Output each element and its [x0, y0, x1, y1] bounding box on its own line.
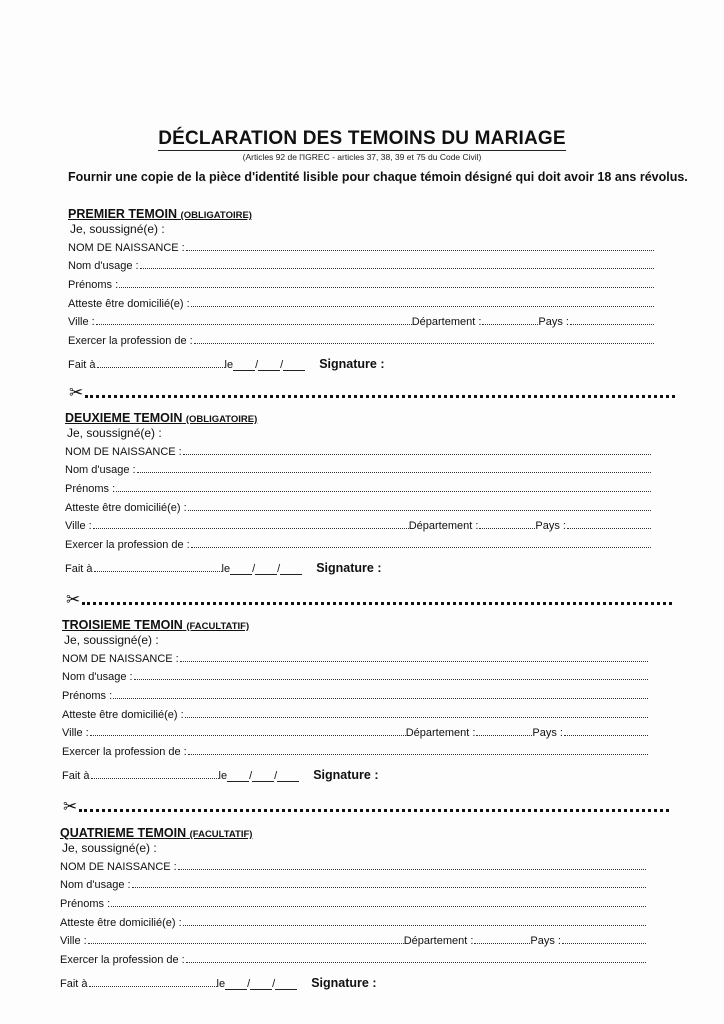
witness-title: QUATRIEME TEMOIN — [60, 826, 187, 840]
department-label: Département : — [405, 727, 476, 740]
date-label: le — [221, 563, 231, 576]
made-at-field[interactable] — [91, 778, 219, 779]
first-names-field[interactable] — [119, 287, 654, 288]
first-names-row — [68, 272, 654, 291]
profession-field[interactable] — [194, 343, 654, 344]
scissors-icon: ✂ — [66, 590, 81, 609]
cut-line — [66, 590, 672, 608]
made-at-row — [60, 968, 646, 990]
usage-name-field[interactable] — [137, 472, 651, 473]
domicile-label: Atteste être domicilié(e) : — [65, 501, 187, 514]
city-row — [68, 310, 654, 329]
dotted-cut-line — [82, 602, 672, 605]
first-names-label: Prénoms : — [65, 483, 116, 496]
date-separator: / — [277, 563, 281, 576]
department-field[interactable] — [476, 735, 532, 736]
date-separator: / — [247, 978, 251, 991]
date-label: le — [216, 978, 226, 991]
usage-name-row — [68, 254, 654, 273]
date-year-field[interactable] — [283, 359, 305, 371]
witness-section — [68, 207, 654, 371]
birth-name-label: NOM DE NAISSANCE : — [60, 860, 177, 873]
usage-name-field[interactable] — [140, 268, 654, 269]
city-field[interactable] — [88, 943, 404, 944]
date-year-field[interactable] — [275, 978, 297, 990]
birth-name-row — [60, 854, 646, 873]
usage-name-label: Nom d'usage : — [62, 671, 133, 684]
made-at-label: Fait à — [62, 770, 90, 783]
profession-row — [62, 739, 648, 758]
city-label: Ville : — [65, 520, 92, 533]
made-at-label: Fait à — [60, 978, 88, 991]
domicile-row — [65, 495, 651, 514]
usage-name-label: Nom d'usage : — [65, 464, 136, 477]
date-day-field[interactable] — [227, 770, 249, 782]
first-names-label: Prénoms : — [68, 279, 119, 292]
undersigned-label: Je, soussigné(e) : — [70, 222, 165, 236]
department-field[interactable] — [474, 943, 530, 944]
made-at-field[interactable] — [94, 571, 222, 572]
domicile-field[interactable] — [188, 510, 651, 511]
profession-row — [68, 328, 654, 347]
date-year-field[interactable] — [277, 770, 299, 782]
profession-field[interactable] — [188, 754, 648, 755]
made-at-row — [62, 760, 648, 782]
date-separator: / — [249, 770, 253, 783]
witness-title: DEUXIEME TEMOIN — [65, 411, 183, 425]
witness-section — [62, 618, 648, 782]
profession-label: Exercer la profession de : — [60, 954, 185, 967]
birth-name-row — [68, 235, 654, 254]
cut-line — [69, 383, 675, 401]
profession-label: Exercer la profession de : — [65, 539, 190, 552]
domicile-field[interactable] — [185, 717, 648, 718]
witness-heading — [60, 826, 646, 841]
country-field[interactable] — [564, 735, 648, 736]
city-row — [60, 929, 646, 948]
usage-name-label: Nom d'usage : — [60, 879, 131, 892]
first-names-row — [65, 476, 651, 495]
birth-name-label: NOM DE NAISSANCE : — [62, 652, 179, 665]
first-names-label: Prénoms : — [62, 690, 113, 703]
witness-status: (FACULTATIF) — [186, 621, 250, 632]
country-label: Pays : — [535, 520, 566, 533]
date-separator: / — [255, 359, 259, 372]
witness-status: (FACULTATIF) — [189, 829, 253, 840]
date-day-field[interactable] — [233, 359, 255, 371]
birth-name-label: NOM DE NAISSANCE : — [68, 241, 185, 254]
witness-title: TROISIEME TEMOIN — [62, 618, 183, 632]
domicile-label: Atteste être domicilié(e) : — [60, 916, 182, 929]
undersigned-label: Je, soussigné(e) : — [67, 426, 162, 440]
witness-title: PREMIER TEMOIN — [68, 207, 178, 221]
city-label: Ville : — [68, 316, 95, 329]
date-month-field[interactable] — [252, 770, 274, 782]
usage-name-row — [65, 458, 651, 477]
city-label: Ville : — [62, 727, 89, 740]
usage-name-row — [62, 665, 648, 684]
first-names-field[interactable] — [116, 491, 651, 492]
undersigned-label: Je, soussigné(e) : — [62, 841, 157, 855]
legal-reference: (Articles 92 de l'IGREC - articles 37, 38, 39 et 75 du Code Civil) — [242, 152, 482, 162]
profession-label: Exercer la profession de : — [68, 335, 193, 348]
birth-name-field[interactable] — [178, 869, 646, 870]
country-field[interactable] — [570, 324, 654, 325]
department-field[interactable] — [482, 324, 538, 325]
birth-name-field[interactable] — [186, 250, 654, 251]
domicile-label: Atteste être domicilié(e) : — [62, 708, 184, 721]
witness-status: (OBLIGATOIRE) — [185, 414, 258, 425]
department-label: Département : — [411, 316, 482, 329]
made-at-row — [65, 553, 651, 575]
made-at-field[interactable] — [89, 986, 217, 987]
witness-heading — [62, 618, 648, 633]
country-field[interactable] — [567, 528, 651, 529]
instruction-text: Fournir une copie de la pièce d'identité lisible pour chaque témoin désigné qui doit avoir 18 ans révolus. — [68, 170, 688, 184]
domicile-row — [68, 291, 654, 310]
witness-section — [60, 826, 646, 990]
date-separator: / — [280, 359, 284, 372]
usage-name-field[interactable] — [132, 887, 646, 888]
signature-label: Signature : — [319, 357, 385, 372]
country-field[interactable] — [562, 943, 646, 944]
signature-label: Signature : — [311, 976, 377, 991]
first-names-field[interactable] — [111, 906, 646, 907]
date-separator: / — [252, 563, 256, 576]
signature-label: Signature : — [316, 561, 382, 576]
profession-field[interactable] — [186, 962, 646, 963]
document-title: DÉCLARATION DES TEMOINS DU MARIAGE — [158, 128, 566, 149]
first-names-row — [62, 683, 648, 702]
undersigned-label: Je, soussigné(e) : — [64, 633, 159, 647]
cut-line — [63, 797, 669, 815]
date-year-field[interactable] — [280, 563, 302, 575]
domicile-field[interactable] — [183, 925, 646, 926]
date-label: le — [218, 770, 228, 783]
made-at-label: Fait à — [68, 359, 96, 372]
department-field[interactable] — [479, 528, 535, 529]
scissors-icon: ✂ — [69, 383, 84, 402]
profession-row — [65, 532, 651, 551]
usage-name-row — [60, 873, 646, 892]
department-label: Département : — [408, 520, 479, 533]
birth-name-row — [65, 439, 651, 458]
witness-heading — [65, 411, 651, 426]
made-at-field[interactable] — [97, 367, 225, 368]
first-names-row — [60, 891, 646, 910]
date-month-field[interactable] — [258, 359, 280, 371]
witness-status: (OBLIGATOIRE) — [180, 210, 252, 221]
date-separator: / — [272, 978, 276, 991]
usage-name-field[interactable] — [134, 679, 648, 680]
department-label: Département : — [403, 935, 474, 948]
birth-name-field[interactable] — [180, 661, 648, 662]
witness-heading — [68, 207, 654, 222]
profession-row — [60, 947, 646, 966]
country-label: Pays : — [538, 316, 569, 329]
first-names-label: Prénoms : — [60, 898, 111, 911]
profession-field[interactable] — [191, 547, 651, 548]
city-row — [62, 721, 648, 740]
date-separator: / — [274, 770, 278, 783]
city-field[interactable] — [93, 528, 409, 529]
date-label: le — [224, 359, 234, 372]
city-label: Ville : — [60, 935, 87, 948]
city-field[interactable] — [96, 324, 412, 325]
birth-name-row — [62, 646, 648, 665]
domicile-label: Atteste être domicilié(e) : — [68, 297, 190, 310]
date-day-field[interactable] — [230, 563, 252, 575]
birth-name-label: NOM DE NAISSANCE : — [65, 445, 182, 458]
made-at-row — [68, 349, 654, 371]
dotted-cut-line — [85, 395, 675, 398]
domicile-row — [62, 702, 648, 721]
country-label: Pays : — [532, 727, 563, 740]
made-at-label: Fait à — [65, 563, 93, 576]
date-month-field[interactable] — [255, 563, 277, 575]
city-field[interactable] — [90, 735, 406, 736]
signature-label: Signature : — [313, 768, 379, 783]
date-day-field[interactable] — [225, 978, 247, 990]
domicile-field[interactable] — [191, 306, 654, 307]
city-row — [65, 514, 651, 533]
birth-name-field[interactable] — [183, 454, 651, 455]
first-names-field[interactable] — [113, 698, 648, 699]
usage-name-label: Nom d'usage : — [68, 260, 139, 273]
country-label: Pays : — [530, 935, 561, 948]
domicile-row — [60, 910, 646, 929]
scissors-icon: ✂ — [63, 797, 78, 816]
date-month-field[interactable] — [250, 978, 272, 990]
witness-section — [65, 411, 651, 575]
dotted-cut-line — [79, 809, 669, 812]
profession-label: Exercer la profession de : — [62, 746, 187, 759]
